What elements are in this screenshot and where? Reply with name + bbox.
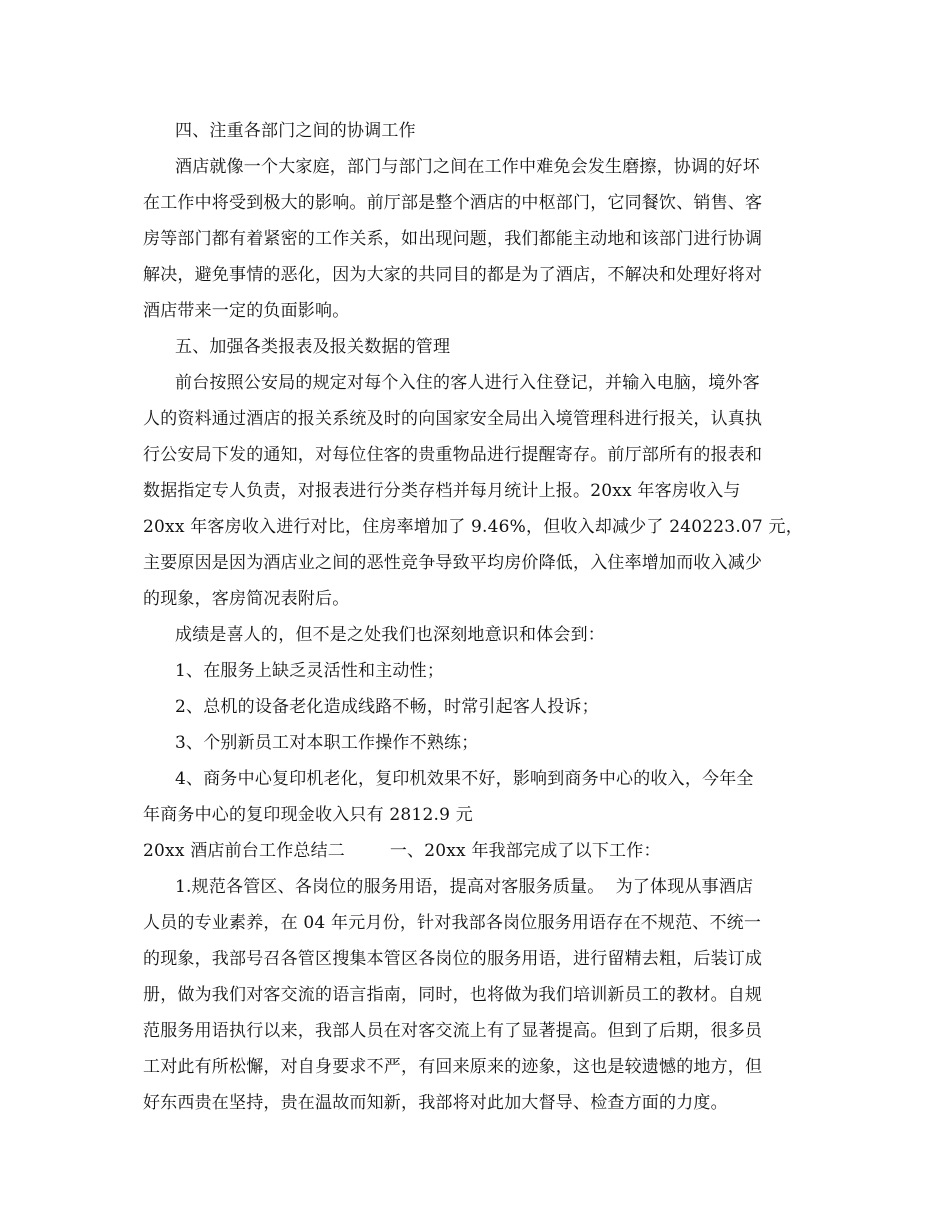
paragraph-line: 行公安局下发的通知，对每位住客的贵重物品进行提醒寄存。前厅部所有的报表和 — [143, 445, 763, 465]
paragraph-line: 的现象，客房简况表附后。 — [143, 589, 350, 609]
paragraph-line: 人的资料通过酒店的报关系统及时的向国家安全局出入境管理科进行报关，认真执 — [143, 409, 763, 429]
list-item: 4、商务中心复印机老化，复印机效果不好，影响到商务中心的收入，今年全 — [175, 769, 754, 789]
section-heading-reports: 五、加强各类报表及报关数据的管理 — [175, 337, 451, 357]
paragraph-line: 前台按照公安局的规定对每个入住的客人进行入住登记，并输入电脑，境外客 — [175, 373, 760, 393]
paragraph-line: 1.规范各管区、各岗位的服务用语，提高对客服务质量。 为了体现从事酒店 — [175, 877, 754, 897]
paragraph-line: 年商务中心的复印现金收入只有 2812.9 元 — [143, 805, 473, 825]
paragraph-line: 工对此有所松懈，对自身要求不严，有回来原来的迹象，这也是较遗憾的地方，但 — [143, 1057, 763, 1077]
paragraph-line: 范服务用语执行以来，我部人员在对客交流上有了显著提高。但到了后期，很多员 — [143, 1021, 763, 1041]
paragraph-line: 的现象，我部号召各管区搜集本管区各岗位的服务用语，进行留精去粗，后装订成 — [143, 949, 763, 969]
paragraph-line: 酒店就像一个大家庭，部门与部门之间在工作中难免会发生磨擦，协调的好坏 — [175, 157, 760, 177]
paragraph-line: 成绩是喜人的，但不是之处我们也深刻地意识和体会到： — [175, 625, 605, 645]
list-item: 1、在服务上缺乏灵活性和主动性； — [175, 661, 445, 681]
paragraph-line: 在工作中将受到极大的影响。前厅部是整个酒店的中枢部门，它同餐饮、销售、客 — [143, 193, 763, 213]
section-heading-coordination: 四、注重各部门之间的协调工作 — [175, 121, 416, 141]
list-item: 2、总机的设备老化造成线路不畅，时常引起客人投诉； — [175, 697, 599, 717]
list-item: 3、个别新员工对本职工作操作不熟练； — [175, 733, 479, 753]
section-title-summary-two: 20xx 酒店前台工作总结二 一、20xx 年我部完成了以下工作： — [143, 841, 661, 861]
paragraph-line: 册，做为我们对客交流的语言指南，同时，也将做为我们培训新员工的教材。自规 — [143, 985, 763, 1005]
paragraph-line: 房等部门都有着紧密的工作关系，如出现问题，我们都能主动地和该部门进行协调 — [143, 229, 763, 249]
paragraph-line: 人员的专业素养，在 04 年元月份，针对我部各岗位服务用语存在不规范、不统一 — [143, 913, 762, 933]
paragraph-line: 酒店带来一定的负面影响。 — [143, 301, 350, 321]
paragraph-line: 主要原因是因为酒店业之间的恶性竞争导致平均房价降低，入住率增加而收入减少 — [143, 553, 763, 573]
paragraph-line: 好东西贵在坚持，贵在温故而知新，我部将对此加大督导、检查方面的力度。 — [143, 1093, 728, 1113]
paragraph-line: 数据指定专人负责，对报表进行分类存档并每月统计上报。20xx 年客房收入与 — [143, 481, 741, 501]
paragraph-line: 解决，避免事情的恶化，因为大家的共同目的都是为了酒店，不解决和处理好将对 — [143, 265, 763, 285]
paragraph-line: 20xx 年客房收入进行对比，住房率增加了 9.46%，但收入却减少了 240223.07 元， — [143, 517, 803, 537]
